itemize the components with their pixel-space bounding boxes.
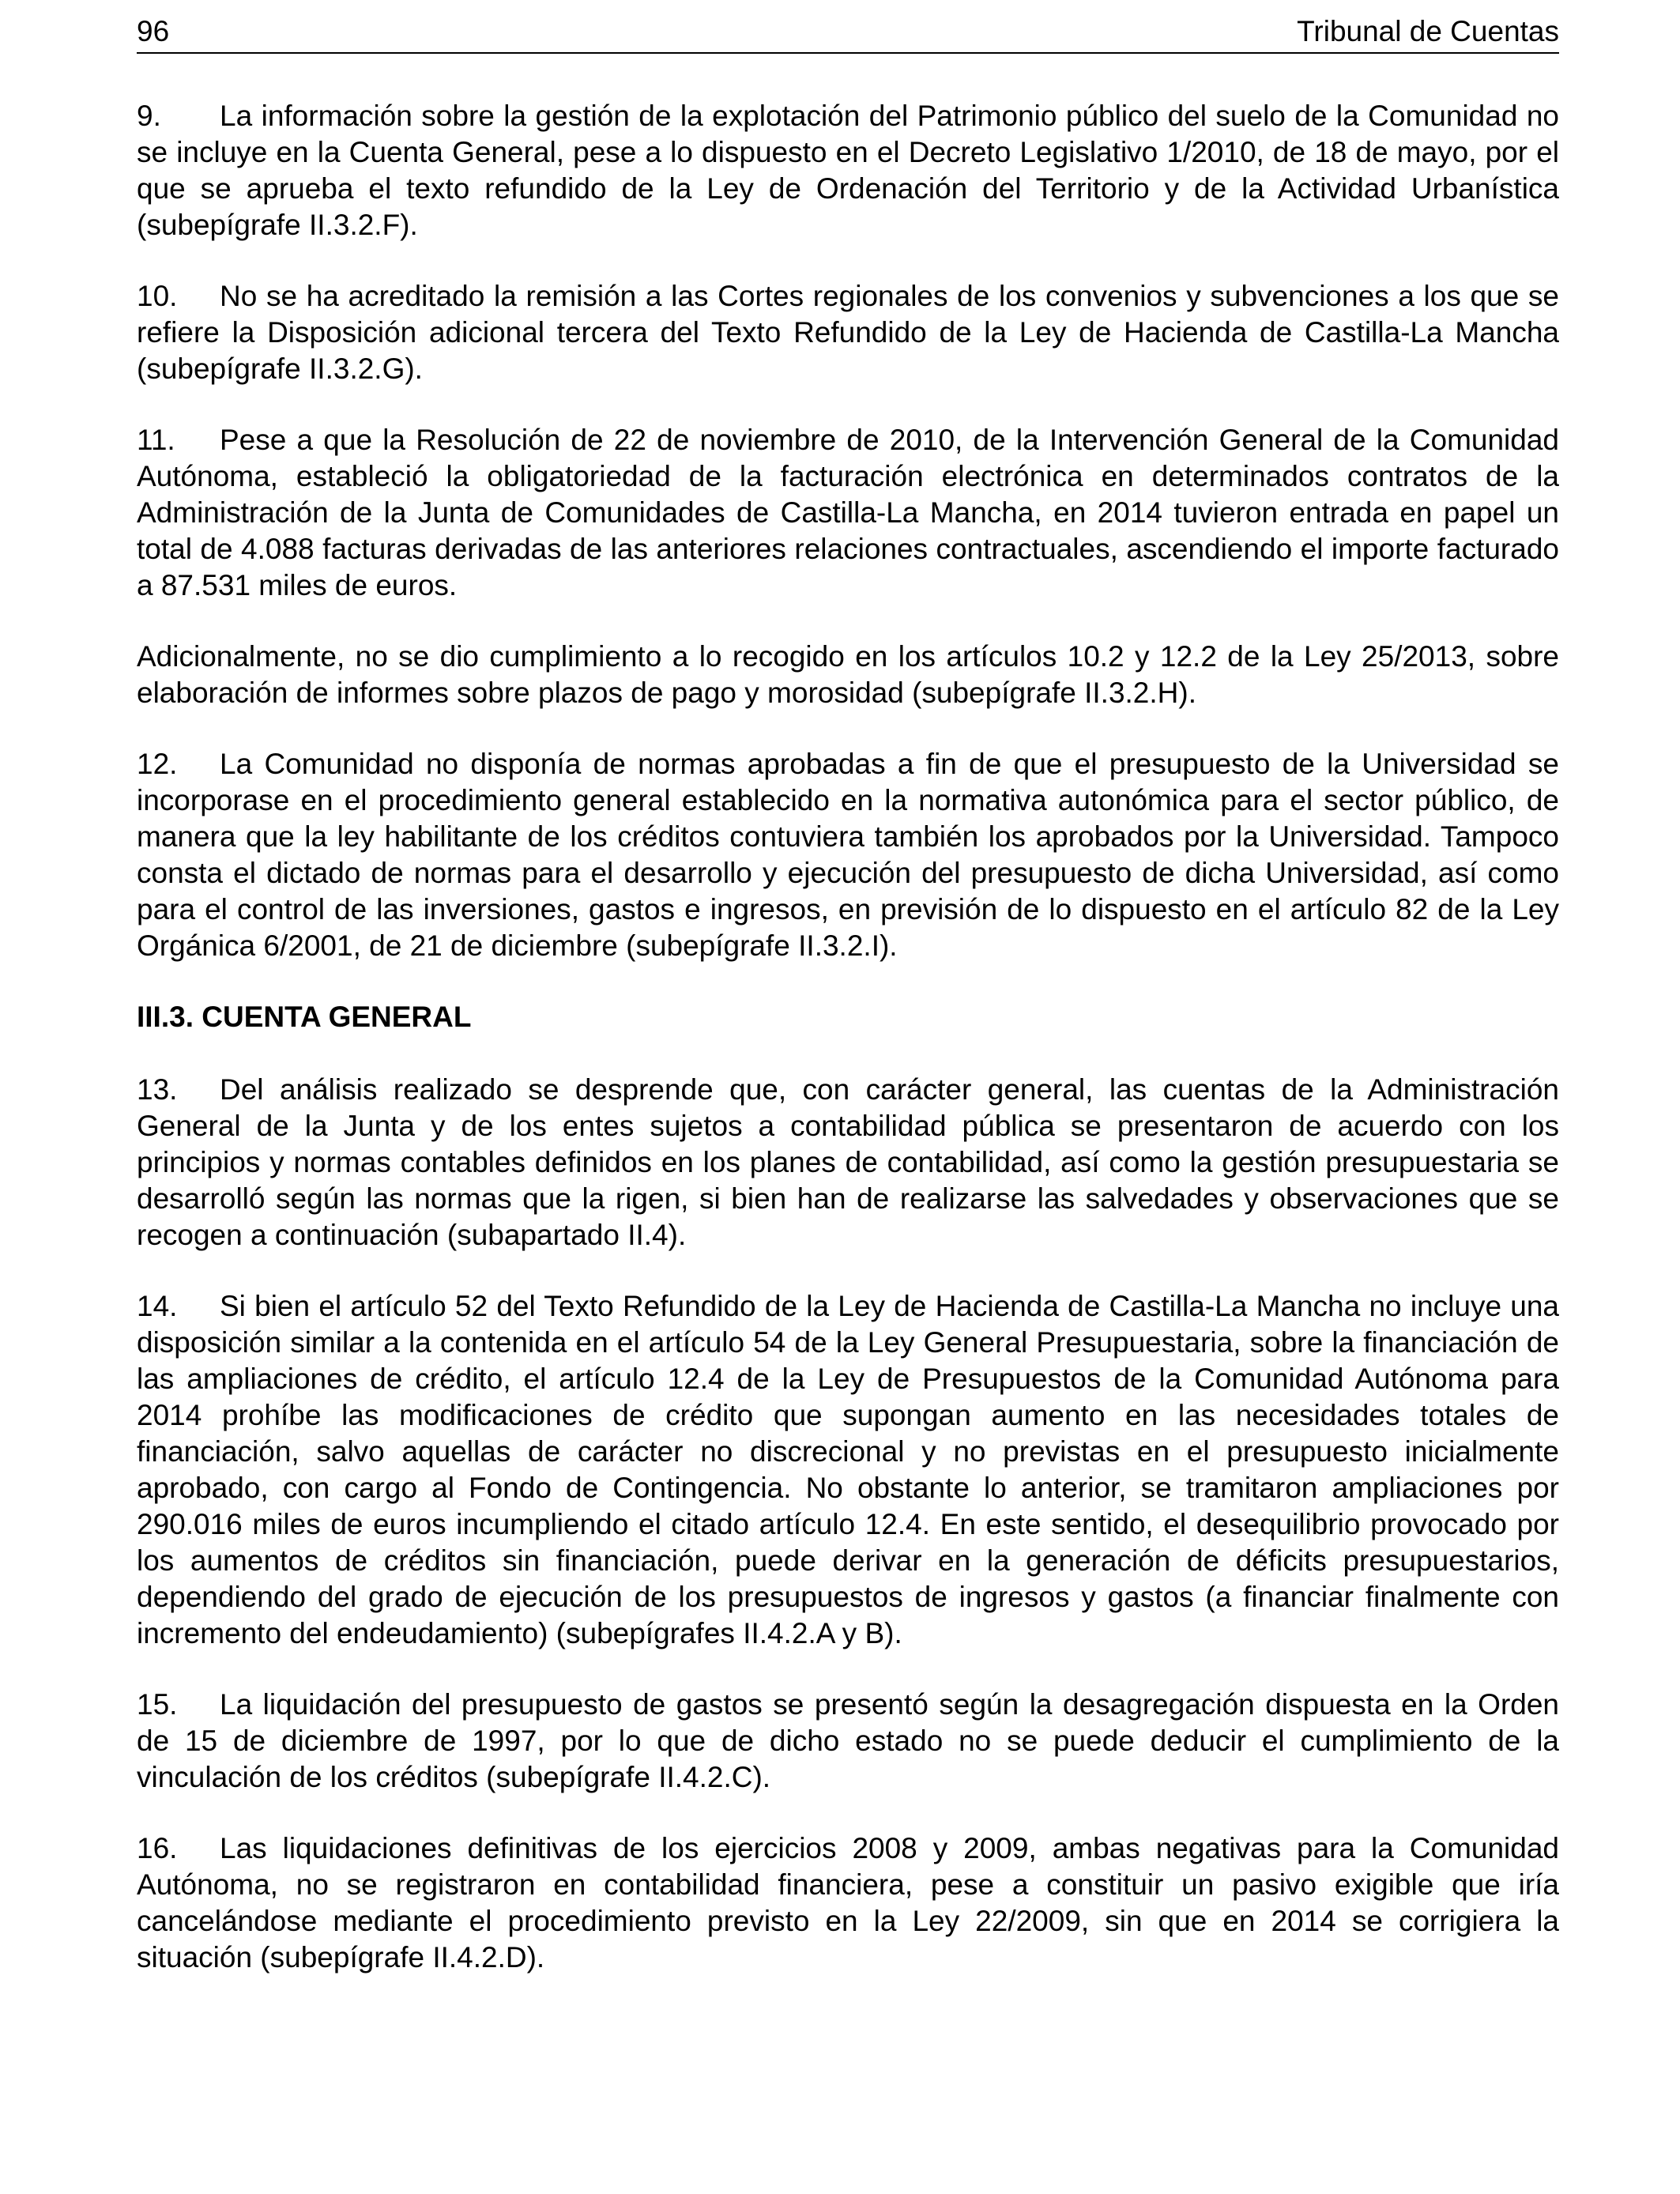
document-body [137,98,1559,1976]
publisher-name: Tribunal de Cuentas [1297,15,1559,47]
paragraph-number: 15. [137,1688,178,1721]
paragraph-number: 11. [137,424,175,456]
paragraph-text: Adicionalmente, no se dio cumplimiento a lo recogido en los artículos 10.2 y 12.2 de la Ley 25/2013, sobre elaboración de informes sobre plazos de pago y morosidad (subepígrafe II.3.2.H). [137,640,1559,709]
paragraph-number: 12. [137,748,178,780]
page-number: 96 [137,15,170,47]
paragraph-text: No se ha acreditado la remisión a las Cortes regionales de los convenios y subvenciones a los que se refiere la Disposición adicional tercera del Texto Refundido de la Ley de Hacienda de Castilla-La Mancha (subepígrafe II.3.2.G). [137,280,1559,385]
paragraph-12 [137,746,1559,964]
paragraph-number: 9. [137,100,161,132]
paragraph-number: 13. [137,1073,178,1106]
paragraph-11 [137,422,1559,604]
paragraph-text: Si bien el artículo 52 del Texto Refundido de la Ley de Hacienda de Castilla-La Mancha no incluye una disposición similar a la contenida en el artículo 54 de la Ley General Presupuestaria, sobre la financiación de las ampliaciones de crédito, el artículo 12.4 de la Ley de Presupuestos de la Comunidad Autónoma para 2014 prohíbe las modificaciones de crédito que supongan aumento en las necesidades totales de financiación, salvo aquellas de carácter no discrecional y no previstas en el presupuesto inicialmente aprobado, con cargo al Fondo de Contingencia. No obstante lo anterior, se tramitaron ampliaciones por 290.016 miles de euros incumpliendo el citado artículo 12.4. En este sentido, el desequilibrio provocado por los aumentos de créditos sin financiación, puede derivar en la generación de déficits presupuestarios, dependiendo del grado de ejecución de los presupuestos de ingresos y gastos (a financiar finalmente con incremento del endeudamiento) (subepígrafes II.4.2.A y B). [137,1290,1559,1649]
paragraph-text: Las liquidaciones definitivas de los ejercicios 2008 y 2009, ambas negativas para la Comunidad Autónoma, no se registraron en contabilidad financiera, pese a constituir un pasivo exigible que iría cancelándose mediante el procedimiento previsto en la Ley 22/2009, sin que en 2014 se corrigiera la situación (subepígrafe II.4.2.D). [137,1832,1559,1973]
running-header [137,14,1559,54]
document-page [137,14,1559,2011]
paragraph-number: 14. [137,1290,178,1322]
paragraph-number: 16. [137,1832,178,1864]
paragraph-11-continuation [137,639,1559,711]
paragraph-number: 10. [137,280,178,312]
paragraph-9 [137,98,1559,243]
paragraph-text: La Comunidad no disponía de normas aprobadas a fin de que el presupuesto de la Universidad se incorporase en el procedimiento general establecido en la normativa autonómica para el sector público, de manera que la ley habilitante de los créditos contuviera también los aprobados por la Universidad. Tampoco consta el dictado de normas para el desarrollo y ejecución del presupuesto de dicha Universidad, así como para el control de las inversiones, gastos e ingresos, en previsión de lo dispuesto en el artículo 82 de la Ley Orgánica 6/2001, de 21 de diciembre (subepígrafe II.3.2.I). [137,748,1559,962]
paragraph-text: Pese a que la Resolución de 22 de noviembre de 2010, de la Intervención General de la Comunidad Autónoma, estableció la obligatoriedad de la facturación electrónica en determinados contratos de la Administración de la Junta de Comunidades de Castilla-La Mancha, en 2014 tuvieron entrada en papel un total de 4.088 facturas derivadas de las anteriores relaciones contractuales, ascendiendo el importe facturado a 87.531 miles de euros. [137,424,1559,601]
paragraph-14 [137,1288,1559,1652]
paragraph-text: La información sobre la gestión de la explotación del Patrimonio público del suelo de la Comunidad no se incluye en la Cuenta General, pese a lo dispuesto en el Decreto Legislativo 1/2010, de 18 de mayo, por el que se aprueba el texto refundido de la Ley de Ordenación del Territorio y de la Actividad Urbanística (subepígrafe II.3.2.F). [137,100,1559,241]
paragraph-13 [137,1072,1559,1253]
paragraph-text: La liquidación del presupuesto de gastos se presentó según la desagregación dispuesta en la Orden de 15 de diciembre de 1997, por lo que de dicho estado no se puede deducir el cumplimiento de la vinculación de los créditos (subepígrafe II.4.2.C). [137,1688,1559,1793]
section-heading: III.3. CUENTA GENERAL [137,1001,472,1033]
paragraph-15 [137,1687,1559,1796]
paragraph-10 [137,278,1559,387]
paragraph-16 [137,1830,1559,1976]
paragraph-text: Del análisis realizado se desprende que, con carácter general, las cuentas de la Administración General de la Junta y de los entes sujetos a contabilidad pública se presentaron de acuerdo con los principios y normas contables definidos en los planes de contabilidad, así como la gestión presupuestaria se desarrolló según las normas que la rigen, si bien han de realizarse las salvedades y observaciones que se recogen a continuación (subapartado II.4). [137,1073,1559,1251]
